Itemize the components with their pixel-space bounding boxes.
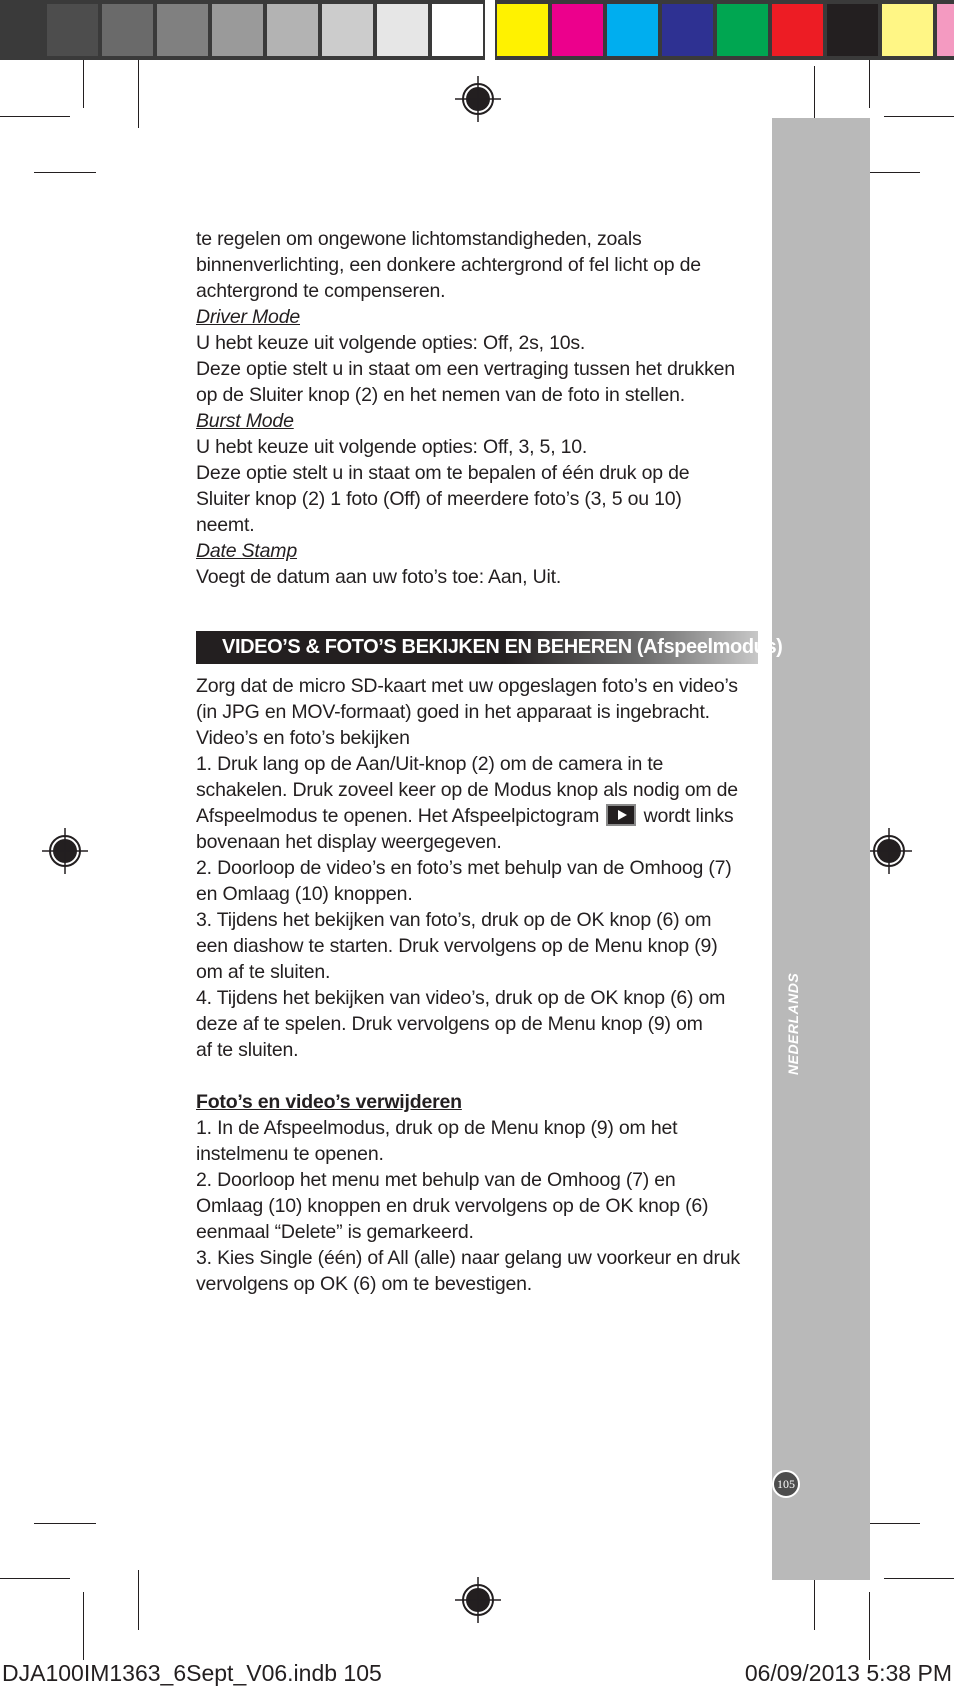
paragraph-line: neemt. — [196, 514, 255, 536]
printer-color-bar — [0, 0, 954, 60]
color-swatch — [375, 0, 430, 60]
paragraph-line: Deze optie stelt u in staat om te bepalen of één druk op de — [196, 462, 690, 484]
section-banner — [196, 631, 783, 664]
paragraph-line: achtergrond te compenseren. — [196, 280, 446, 302]
paragraph-line: 1. Druk lang op de Aan/Uit-knop (2) om de camera in te — [196, 753, 664, 775]
page-number-badge: 105 — [772, 1470, 800, 1498]
color-swatch — [0, 0, 45, 60]
paragraph-line: af te sluiten. — [196, 1039, 299, 1061]
color-swatch — [495, 0, 550, 60]
language-side-tab — [772, 118, 870, 1580]
spacer — [196, 1063, 762, 1089]
paragraph-line: 3. Kies Single (één) of All (alle) naar gelang uw voorkeur en druk — [196, 1247, 740, 1269]
color-swatch — [320, 0, 375, 60]
paragraph-line: vervolgens op OK (6) om te bevestigen. — [196, 1273, 532, 1295]
crop-mark — [0, 116, 70, 117]
paragraph-line: een diashow te starten. Druk vervolgens op de Menu knop (9) — [196, 935, 718, 957]
paragraph-line: binnenverlichting, een donkere achtergrond of fel licht op de — [196, 254, 701, 276]
paragraph-line: 4. Tijdens het bekijken van video’s, druk op de OK knop (6) om — [196, 987, 726, 1009]
icon-line-before: Afspeelmodus te openen. Het Afspeelpictogram — [196, 805, 600, 827]
icon-line-after: wordt links — [643, 805, 734, 827]
section-banner-title: VIDEO’S & FOTO’S BEKIJKEN EN BEHEREN (Afspeelmodus) — [222, 636, 783, 658]
paragraph-line: Voegt de datum aan uw foto’s toe: Aan, Uit. — [196, 566, 562, 588]
print-file-name: DJA100IM1363_6Sept_V06.indb 105 — [2, 1660, 382, 1686]
language-label: NEDERLANDS — [785, 972, 801, 1075]
color-swatch — [935, 0, 954, 60]
paragraph-line: eenmaal “Delete” is gemarkeerd. — [196, 1221, 474, 1243]
color-swatch — [770, 0, 825, 60]
color-swatch — [715, 0, 770, 60]
paragraph-line: (in JPG en MOV-formaat) goed in het apparaat is ingebracht. — [196, 701, 710, 723]
crop-mark — [34, 172, 96, 173]
paragraph-line: 2. Doorloop het menu met behulp van de Omhoog (7) en — [196, 1169, 676, 1191]
registration-mark-icon — [455, 76, 501, 122]
color-swatch — [660, 0, 715, 60]
delete-heading: Foto’s en video’s verwijderen — [196, 1091, 462, 1113]
paragraph-line: 3. Tijdens het bekijken van foto’s, druk op de OK knop (6) om — [196, 909, 712, 931]
burst-mode-heading: Burst Mode — [196, 410, 294, 432]
crop-mark — [83, 60, 84, 108]
color-swatch — [155, 0, 210, 60]
crop-mark — [884, 1578, 954, 1579]
crop-mark — [869, 1592, 870, 1660]
crop-mark — [0, 1578, 70, 1579]
color-swatch — [210, 0, 265, 60]
color-swatch — [100, 0, 155, 60]
settings-description-section — [196, 226, 762, 590]
crop-mark — [34, 1523, 96, 1524]
paragraph-line: instelmenu te openen. — [196, 1143, 384, 1165]
registration-mark-icon — [455, 1577, 501, 1623]
paragraph-line — [196, 803, 762, 829]
registration-mark-icon — [42, 828, 88, 874]
paragraph-line: om af te sluiten. — [196, 961, 331, 983]
paragraph-line: schakelen. Druk zoveel keer op de Modus knop als nodig om de — [196, 779, 738, 801]
paragraph-line: bovenaan het display weergegeven. — [196, 831, 502, 853]
paragraph-line: Omlaag (10) knoppen en druk vervolgens op de OK knop (6) — [196, 1195, 709, 1217]
paragraph-line: 1. In de Afspeelmodus, druk op de Menu knop (9) om het — [196, 1117, 678, 1139]
color-swatch — [45, 0, 100, 60]
color-swatch — [265, 0, 320, 60]
crop-mark — [138, 1570, 139, 1630]
paragraph-line: U hebt keuze uit volgende opties: Off, 2s, 10s. — [196, 332, 586, 354]
registration-mark-icon — [866, 828, 912, 874]
paragraph-line: op de Sluiter knop (2) en het nemen van de foto in stellen. — [196, 384, 686, 406]
crop-mark — [83, 1592, 84, 1660]
paragraph-line: Zorg dat de micro SD-kaart met uw opgeslagen foto’s en video’s — [196, 675, 738, 697]
paragraph-line: Video’s en foto’s bekijken — [196, 727, 410, 749]
paragraph-line: te regelen om ongewone lichtomstandigheden, zoals — [196, 228, 642, 250]
color-swatch — [605, 0, 660, 60]
paragraph-line: Sluiter knop (2) 1 foto (Off) of meerdere foto’s (3, 5 ou 10) — [196, 488, 682, 510]
date-stamp-heading: Date Stamp — [196, 540, 297, 562]
color-swatch — [825, 0, 880, 60]
paragraph-line: Deze optie stelt u in staat om een vertraging tussen het drukken — [196, 358, 735, 380]
playback-icon — [606, 804, 636, 826]
crop-mark — [138, 60, 139, 128]
color-swatch — [880, 0, 935, 60]
paragraph-line: en Omlaag (10) knoppen. — [196, 883, 413, 905]
playback-section — [196, 673, 762, 1297]
driver-mode-heading: Driver Mode — [196, 306, 300, 328]
paragraph-line: U hebt keuze uit volgende opties: Off, 3, 5, 10. — [196, 436, 588, 458]
color-swatch — [430, 0, 485, 60]
color-swatch — [550, 0, 605, 60]
print-timestamp: 06/09/2013 5:38 PM — [744, 1660, 952, 1686]
paragraph-line: deze af te spelen. Druk vervolgens op de Menu knop (9) om — [196, 1013, 703, 1035]
crop-mark — [869, 60, 870, 108]
paragraph-line: 2. Doorloop de video’s en foto’s met behulp van de Omhoog (7) — [196, 857, 732, 879]
crop-mark — [884, 116, 954, 117]
